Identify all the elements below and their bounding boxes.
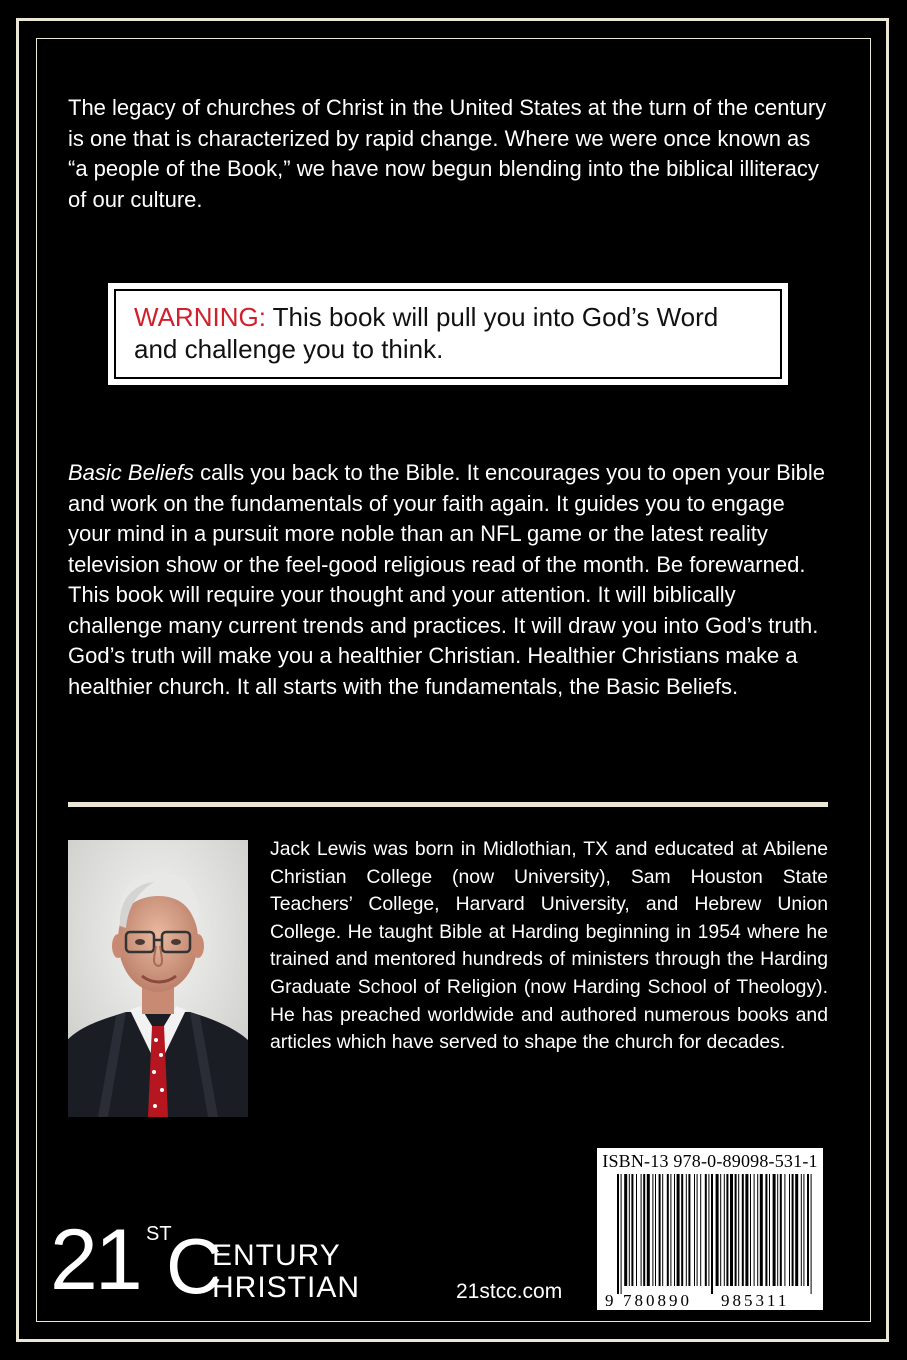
- warning-box: [108, 283, 788, 385]
- author-bio: Jack Lewis was born in Midlothian, TX and educated at Abilene Christian College (now University), Sam Houston State Teachers’ College, Harvard University, and Hebrew Union College. He taught Bible at Harding beginning in 1954 where he trained and mentored hundreds of ministers through the Harding Graduate School of Religion (now Harding School of Theology). He has preached worldwide and authored numerous books and articles which have served to shape the church for decades.: [270, 838, 828, 1054]
- barcode-bar: [711, 1174, 713, 1294]
- barcode-bar: [754, 1174, 755, 1286]
- barcode-bar: [674, 1174, 675, 1286]
- barcode-bar: [726, 1174, 728, 1286]
- barcode-bar: [621, 1174, 622, 1294]
- barcode-bar: [617, 1174, 619, 1294]
- barcode-bar: [720, 1174, 721, 1286]
- barcode-bar: [760, 1174, 763, 1286]
- author-photo: [68, 840, 248, 1117]
- barcode-bar: [757, 1174, 758, 1286]
- logo-superscript: ST: [146, 1223, 172, 1245]
- barcode-bar: [700, 1174, 701, 1286]
- barcode-bar: [681, 1174, 683, 1286]
- barcode-bar: [631, 1174, 633, 1286]
- barcode-bar: [801, 1174, 802, 1286]
- barcode-bar: [765, 1174, 767, 1286]
- barcode-bar: [780, 1174, 782, 1286]
- barcode-bar: [659, 1174, 661, 1286]
- warning-label: WARNING:: [134, 302, 266, 332]
- barcode: [597, 1148, 823, 1310]
- barcode-bar: [795, 1174, 798, 1286]
- barcode-bar: [730, 1174, 733, 1286]
- barcode-bar: [636, 1174, 637, 1286]
- barcode-bar: [697, 1174, 698, 1286]
- barcode-bar: [643, 1174, 645, 1286]
- barcode-bar: [803, 1174, 804, 1286]
- barcode-bar: [716, 1174, 719, 1286]
- barcode-bar: [745, 1174, 748, 1286]
- barcode-bar: [807, 1174, 809, 1286]
- barcode-bar: [686, 1174, 687, 1286]
- description-paragraph: [68, 458, 830, 702]
- barcode-bar: [677, 1174, 680, 1286]
- barcode-bar: [629, 1174, 630, 1286]
- barcode-bar: [750, 1174, 751, 1286]
- barcode-bar: [738, 1174, 739, 1286]
- logo-line2: HRISTIAN: [212, 1271, 361, 1304]
- barcode-bar: [777, 1174, 778, 1286]
- barcode-bar: [769, 1174, 770, 1286]
- barcode-bar: [742, 1174, 744, 1286]
- barcode-digit-prefix: 9: [605, 1291, 614, 1310]
- logo-initial: C: [166, 1222, 223, 1310]
- warning-text: This book will pull you into God’s Word and challenge you to think.: [134, 302, 719, 364]
- barcode-bars: [601, 1172, 819, 1310]
- logo-number: 21: [50, 1212, 140, 1308]
- barcode-bar: [705, 1174, 707, 1286]
- publisher-logo: [50, 1212, 370, 1315]
- barcode-bar: [667, 1174, 669, 1286]
- warning-inner: [114, 289, 782, 379]
- barcode-bar: [708, 1174, 709, 1286]
- barcode-bar: [789, 1174, 790, 1286]
- intro-paragraph: The legacy of churches of Christ in the United States at the turn of the century is one that is characterized by rapid change. Where we were once known as “a people of the Book,” we have now begun blending into the biblical illiteracy of our culture.: [68, 95, 827, 212]
- barcode-bar: [694, 1174, 695, 1286]
- description-text: calls you back to the Bible. It encourages you to open your Bible and work on the fundamentals of your faith again. It guides you to engage your mind in a pursuit more noble than an NFL game or the latest reality television show or the feel-good religious read of the month. Be forewarned. This book will require your thought and your attention. It will biblically challenge many current trends and practices. It will draw you into God’s truth. God’s truth will make you a healthier Christian. Healthier Christians make a healthier church. It all starts with the fundamentals, the Basic Beliefs.: [68, 460, 826, 699]
- barcode-bar: [655, 1174, 656, 1286]
- barcode-bar: [773, 1174, 776, 1286]
- publisher-website: 21stcc.com: [456, 1280, 563, 1303]
- barcode-bar: [624, 1174, 627, 1286]
- barcode-bar: [792, 1174, 794, 1286]
- barcode-bar: [647, 1174, 650, 1286]
- barcode-bar: [641, 1174, 642, 1286]
- logo-line1: ENTURY: [212, 1239, 341, 1272]
- barcode-bar: [735, 1174, 737, 1286]
- section-divider: [68, 802, 828, 807]
- isbn-text: ISBN-13 978-0-89098-531-1: [602, 1151, 818, 1171]
- barcode-digits-group2: 985311: [721, 1291, 790, 1310]
- book-title: Basic Beliefs: [68, 460, 194, 485]
- barcode-bar: [811, 1174, 812, 1294]
- barcode-bar: [662, 1174, 663, 1286]
- barcode-digits-group1: 780890: [623, 1291, 692, 1310]
- barcode-bar: [688, 1174, 690, 1286]
- barcode-bar: [670, 1174, 671, 1286]
- barcode-bar: [652, 1174, 653, 1286]
- barcode-bar: [724, 1174, 725, 1286]
- barcode-bar: [784, 1174, 785, 1286]
